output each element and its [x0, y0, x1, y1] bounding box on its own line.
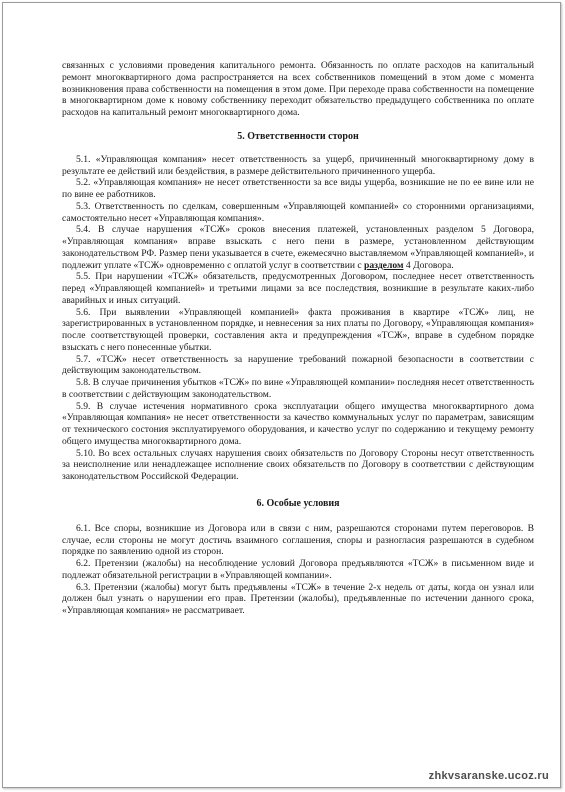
clause-6-3: 6.3. Претензии (жалобы) могут быть предъявлены «ТСЖ» в течение 2-х недель от даты, когда он узнал или должен был узнать о нарушении его прав. Претензии (жалобы), предъявленные по истечении данного срока, «Управляющая компания» не рассматривает.	[62, 581, 534, 616]
clause-5-6: 5.6. При выявлении «Управляющей компанией» факта проживания в квартире «ТСЖ» лиц, не зарегистрированных в установленном порядке, и невнесения за них платы по Договору, «Управляющая компания» после соответствующей проверки, составления акта и предупреждения «ТСЖ», вправе в судебном порядке взыскать с него понесенные убытки.	[62, 306, 534, 353]
clause-5-4-text: 5.4. В случае нарушения «ТСЖ» сроков внесения платежей, установленных разделом 5 Договора, «Управляющая компания» вправе взыскать с него пени в размере, установленном действующим законодательством РФ. Размер пени указывается в счете, ежемесячно выставляемом «Управляющей компанией», и подлежит уплате «ТСЖ» одновременно с оплатой услуг в соответствии с	[62, 224, 534, 271]
section-reference-link[interactable]: разделом	[364, 259, 404, 271]
site-watermark: zhkvsaranske.ucoz.ru	[428, 770, 549, 782]
clause-5-4	[62, 224, 534, 271]
clause-5-1: 5.1. «Управляющая компания» несет ответственность за ущерб, причиненный многоквартирному дому в результате ее действий или бездействия, в размере действительного причиненного ущерба.	[62, 153, 534, 177]
document-body	[62, 60, 534, 617]
section-5-title: 5. Ответственности сторон	[237, 130, 359, 142]
clause-5-8: 5.8. В случае причинения убытков «ТСЖ» по вине «Управляющей компании» последняя несет ответственность в соответствии с действующим законодательством.	[62, 377, 534, 400]
clause-6-2: 6.2. Претензии (жалобы) на несоблюдение условий Договора предъявляются «ТСЖ» в письменном виде и подлежат обязательной регистрации в «Управляющей компании».	[62, 558, 534, 581]
clause-5-5: 5.5. При нарушении «ТСЖ» обязательств, предусмотренных Договором, последнее несет ответственность перед «Управляющей компанией» и третьими лицами за все последствия, возникшие в результате каких-либо аварийных и иных ситуаций.	[62, 271, 534, 306]
clause-6-1: 6.1. Все споры, возникшие из Договора или в связи с ним, разрешаются сторонами путем переговоров. В случае, если стороны не могут достичь взаимного соглашения, споры и разногласия разрешаются в судебном порядке по заявлению одной из сторон.	[62, 522, 534, 558]
clause-5-4-tail: 4 Договора.	[403, 259, 454, 271]
clause-5-2: 5.2. «Управляющая компания» не несет ответственности за все виды ущерба, возникшие не по ее вине или не по вине ее работников.	[62, 177, 534, 200]
clause-5-10: 5.10. Во всех остальных случаях нарушения своих обязательств по Договору Стороны несут ответственность за неисполнение или ненадлежащее исполнение своих обязательств по Договору в соответствии с действующим законодательством Российской Федерации.	[62, 447, 534, 482]
intro-paragraph: связанных с условиями проведения капитального ремонта. Обязанность по оплате расходов на капитальный ремонт многоквартирного дома распространяется на всех собственников помещений в этом доме с момента возникновения права собственности на помещения в этом доме. При переходе права собственности на помещение в многоквартирном доме к новому собственнику переходит обязательство предыдущего собственника по оплате расходов на капитальный ремонт многоквартирного дома.	[62, 60, 534, 118]
clause-5-9: 5.9. В случае истечения нормативного срока эксплуатации общего имущества многоквартирного дома «Управляющая компания» не несет ответственности за качество коммунальных услуг по параметрам, зависящим от технического состония эксплуатируемого оборудования, и качество услуг по содержанию и текущему ремонту общего имущества многоквартирного дома.	[62, 400, 534, 447]
clause-5-7: 5.7. «ТСЖ» несет ответственность за нарушение требований пожарной безопасности в соответствии с действующим законодательством.	[62, 353, 534, 377]
section-6-title: 6. Особые условия	[256, 497, 340, 509]
clause-5-3: 5.3. Ответственность по сделкам, совершенным «Управляющей компанией» со сторонними организациями, самостоятельно несет «Управляющая компания».	[62, 200, 534, 224]
